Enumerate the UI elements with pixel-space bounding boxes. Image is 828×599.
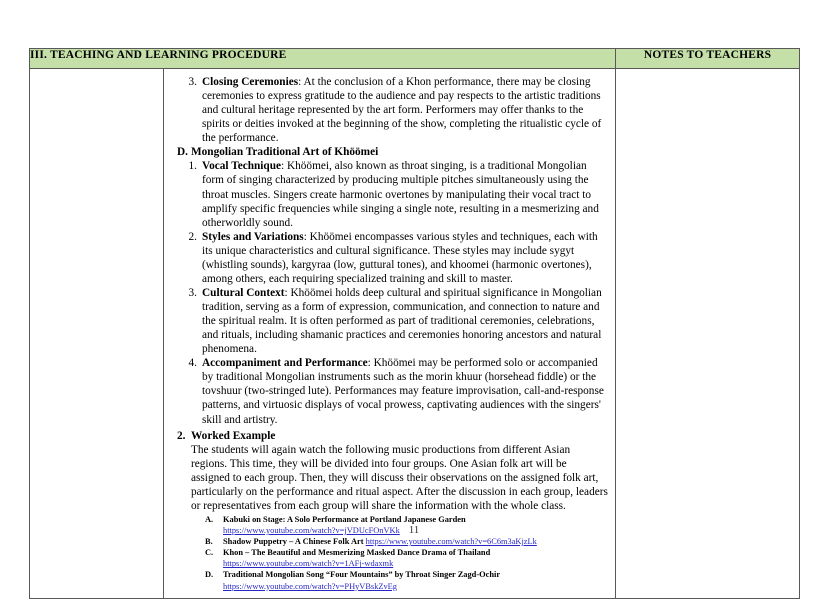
list-item-title: Styles and Variations <box>202 230 304 243</box>
list-item-title: Closing Ceremonies <box>202 76 299 88</box>
list-marker: 3. <box>188 286 197 299</box>
procedure-column-cell <box>164 69 616 599</box>
section-heading-worked-example <box>177 429 608 443</box>
section-title: Worked Example <box>191 429 276 442</box>
section-title: Mongolian Traditional Art of Khöömei <box>191 146 379 159</box>
procedure-content <box>164 69 615 598</box>
list-marker: B. <box>205 537 213 547</box>
list-item-video-d <box>205 569 608 580</box>
list-item-text: : Khöömei encompasses various styles and techniques, each with its unique characteristics and cultural significance. These styles may include sygyt (whistling sounds), kargyraa (low, guttural tones), and khoomei (harmonic overtones), among others, each requiring specialized training and skill to master. <box>202 230 598 285</box>
notes-column-cell <box>616 69 800 599</box>
list-item-styles-and-variations <box>177 230 608 286</box>
section-marker: D. <box>177 146 188 159</box>
list-item-title: Cultural Context <box>202 286 285 299</box>
list-item-body <box>202 159 608 229</box>
video-title: Traditional Mongolian Song “Four Mountains” by Throat Singer Zagd-Ochir <box>223 570 501 580</box>
notes-column-content <box>616 69 799 81</box>
list-marker: 1. <box>188 160 197 173</box>
video-title: Kabuki on Stage: A Solo Performance at Portland Japanese Garden <box>223 514 466 524</box>
section-marker: 2. <box>177 429 186 442</box>
worked-example-paragraph: The students will again watch the following music productions from different Asian regions. This time, they will be divided into four groups. One Asian folk art will be assigned to each group. Then, they will discuss their observations on the assigned folk art, particularly on the performance and ritual aspect. After the discussion in each group, leaders or representatives from each group will share the information with the whole class. <box>191 443 608 512</box>
video-title: Shadow Puppetry – A Chinese Folk Art <box>223 537 364 547</box>
list-item-title: Accompaniment and Performance <box>202 357 368 370</box>
page-number: 11 <box>408 524 420 536</box>
video-link-b[interactable]: https://www.youtube.com/watch?v=6C6m3aKjzLk <box>365 537 537 547</box>
video-link-d[interactable]: https://www.youtube.com/watch?v=PHyVBskZvEg <box>223 581 397 591</box>
procedure-table <box>29 48 800 599</box>
list-item-title: Vocal Technique <box>202 160 282 173</box>
list-item-accompaniment-and-performance <box>177 356 608 426</box>
list-item-cultural-context <box>177 286 608 356</box>
list-marker: D. <box>205 570 214 580</box>
list-item-video-b <box>205 536 608 547</box>
list-item-text: : At the conclusion of a Khon performance, there may be closing ceremonies to express gratitude to the audience and pay respects to the artistic traditions and cultural heritage represented by the art form. Performers may offer thanks to the spirits or deities invoked at the beginning of the show, completing the ritualistic cycle of the performance. <box>202 76 602 145</box>
activity-column-cell <box>30 69 164 599</box>
header-notes-to-teachers: NOTES TO TEACHERS <box>616 49 800 69</box>
video-url-d-wrapper <box>223 581 608 592</box>
list-item-body <box>202 286 608 356</box>
list-marker: 4. <box>188 357 197 370</box>
list-item-vocal-technique <box>177 159 608 229</box>
header-teaching-and-learning-procedure: III. TEACHING AND LEARNING PROCEDURE <box>30 49 616 69</box>
video-link-c[interactable]: https://www.youtube.com/watch?v=1AFj-wdaxmk <box>223 559 394 569</box>
video-url-c-wrapper <box>223 558 608 569</box>
table-body-row <box>30 69 800 599</box>
list-item-text: : Khöömei, also known as throat singing, is a traditional Mongolian form of singing characterized by producing multiple pitches simultaneously using the throat muscles. Singers create harmonic overtones by manipulating their vocal tract to amplify specific frequencies while singing a single note, resulting in a mesmerizing and otherworldly sound. <box>202 160 599 229</box>
list-item-body <box>202 356 608 426</box>
list-item-video-c <box>205 547 608 558</box>
video-title: Khon – The Beautiful and Mesmerizing Masked Dance Drama of Thailand <box>223 548 491 558</box>
video-title-b-wrapper <box>223 536 608 547</box>
list-marker: C. <box>205 548 214 558</box>
list-marker: 2. <box>188 230 197 243</box>
activity-column-content <box>30 69 163 81</box>
section-heading-mongolian-khoomei <box>177 145 608 159</box>
list-item-text: : Khöömei holds deep cultural and spiritual significance in Mongolian tradition, serving as a form of expression, communication, and connection to nature and the spiritual realm. It is often performed as part of traditional ceremonies, celebrations, and rituals, including shamanic practices and ceremonies honoring ancestors and natural phenomena. <box>202 286 602 356</box>
table-header-row <box>30 49 800 69</box>
list-marker: A. <box>205 514 214 524</box>
list-item-body <box>202 75 608 145</box>
list-item-text: : Khöömei may be performed solo or accompanied by traditional Mongolian instruments such as the morin khuur (horsehead fiddle) or the tovshuur (two-stringed lute). Performances may feature improvisation, call-and-response patterns, and virtuosic displays of vocal prowess, captivating audiences with the singers' skill and artistry. <box>202 357 604 426</box>
video-link-a[interactable]: https://www.youtube.com/watch?v=jVDUcFOnVKk <box>223 526 400 536</box>
list-item-body <box>202 230 608 286</box>
list-item-closing-ceremonies <box>177 75 608 145</box>
list-marker: 3. <box>188 76 197 88</box>
